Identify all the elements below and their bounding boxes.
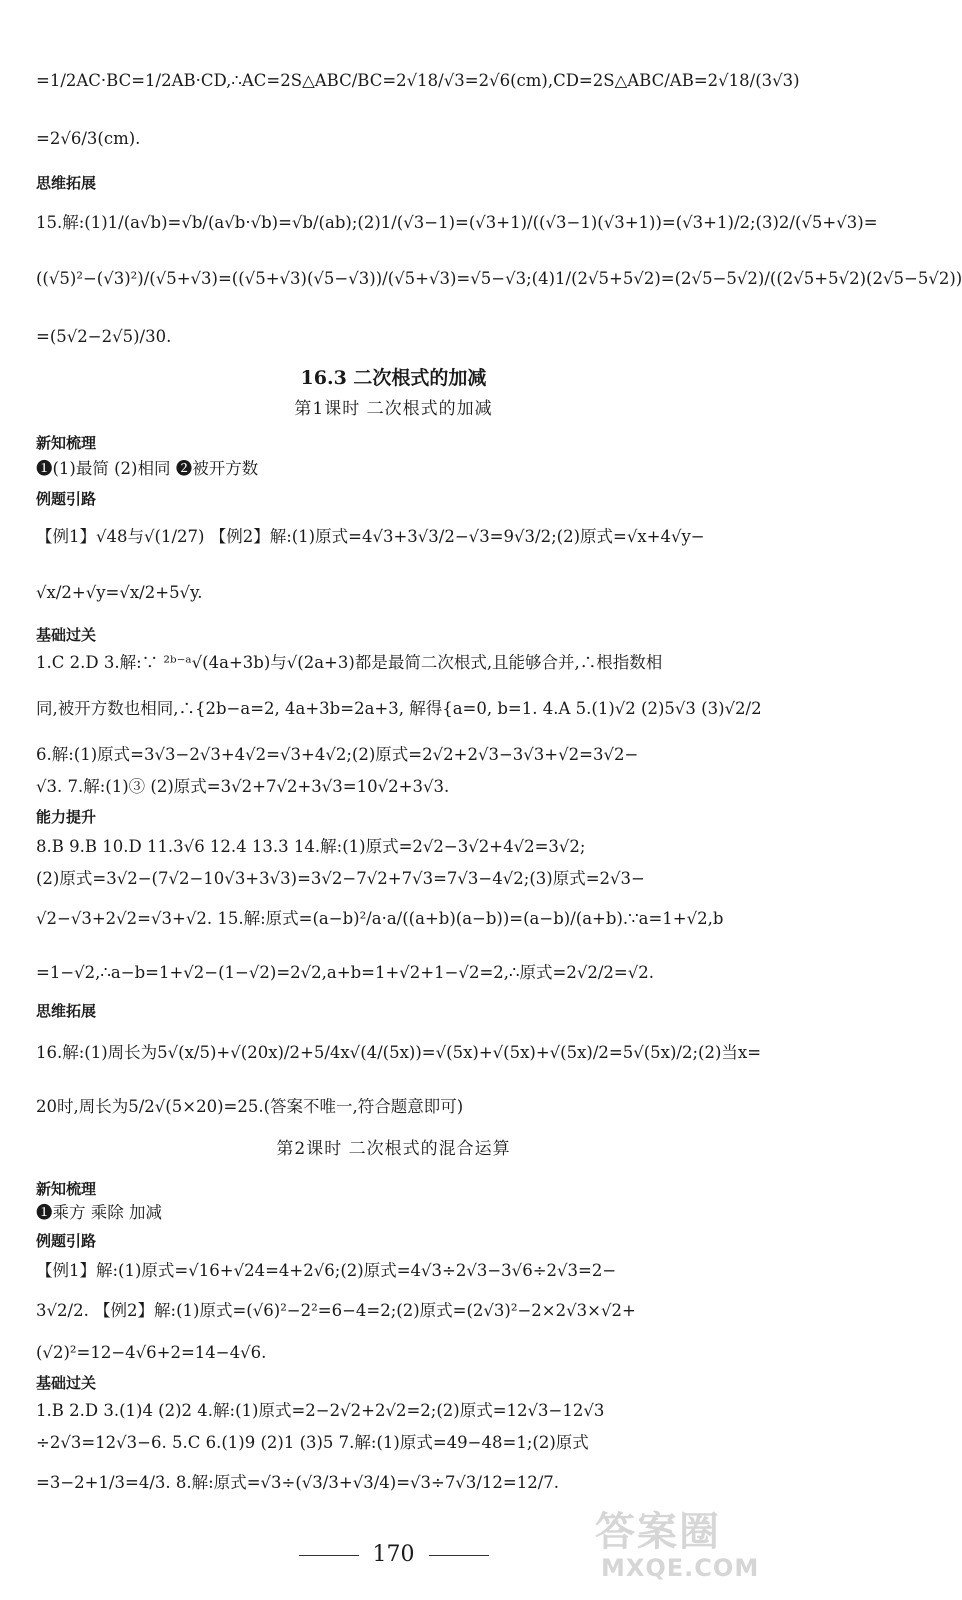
answer-line: ÷2√3=12√3−6. 5.C 6.(1)9 (2)1 (3)5 7.解:(1)原式=49−48=1;(2)原式	[36, 1433, 589, 1452]
answer-line: 同,被开方数也相同,∴{2b−a=2, 4a+3b=2a+3, 解得{a=0, b=1. 4.A 5.(1)√2 (2)5√3 (3)√2/2	[36, 699, 762, 718]
section-heading-examples: 例题引路	[36, 1232, 97, 1250]
page-number-dash-right	[429, 1555, 489, 1556]
page-number-value: 170	[372, 1542, 415, 1567]
answer-line: =(5√2−2√5)/30.	[36, 327, 172, 346]
answer-line: =3−2+1/3=4/3. 8.解:原式=√3÷(√3/3+√3/4)=√3÷7√3/12=12/7.	[36, 1473, 560, 1492]
answer-line: 【例1】解:(1)原式=√16+√24=4+2√6;(2)原式=4√3÷2√3−3√6÷2√3=2−	[36, 1261, 617, 1280]
answer-line: =1/2AC·BC=1/2AB·CD,∴AC=2S△ABC/BC=2√18/√3=2√6(cm),CD=2S△ABC/AB=2√18/(3√3)	[36, 71, 800, 90]
section-heading-new-knowledge: 新知梳理	[36, 1180, 97, 1198]
answer-line: 16.解:(1)周长为5√(x/5)+√(20x)/2+5/4x√(4/(5x))=√(5x)+√(5x)+√(5x)/2=5√(5x)/2;(2)当x=	[36, 1043, 762, 1062]
answer-line: 1.C 2.D 3.解:∵ ²ᵇ⁻ᵃ√(4a+3b)与√(2a+3)都是最简二次根式,且能够合并,∴根指数相	[36, 653, 663, 672]
answer-line: ❶(1)最简 (2)相同 ❷被开方数	[36, 459, 259, 478]
section-heading-thinking: 思维拓展	[36, 1002, 97, 1020]
page-number-dash-left	[299, 1555, 359, 1556]
answer-line: 【例1】√48与√(1/27) 【例2】解:(1)原式=4√3+3√3/2−√3=9√3/2;(2)原式=√x+4√y−	[36, 527, 705, 546]
section-heading-ability: 能力提升	[36, 808, 97, 826]
answer-line: ((√5)²−(√3)²)/(√5+√3)=((√5+√3)(√5−√3))/(√5+√3)=√5−√3;(4)1/(2√5+5√2)=(2√5−5√2)/((2√5+5√2)(2√5−5√2))	[36, 269, 962, 288]
answer-line: =1−√2,∴a−b=1+√2−(1−√2)=2√2,a+b=1+√2+1−√2=2,∴原式=2√2/2=√2.	[36, 963, 654, 982]
section-heading-basic: 基础过关	[36, 1374, 97, 1392]
watermark-logo-text: 答案圈	[595, 1509, 721, 1555]
answer-line: √3. 7.解:(1)③ (2)原式=3√2+7√2+3√3=10√2+3√3.	[36, 777, 450, 796]
answer-line: ❶乘方 乘除 加减	[36, 1203, 162, 1222]
answer-line: (2)原式=3√2−(7√2−10√3+3√3)=3√2−7√2+7√3=7√3−4√2;(3)原式=2√3−	[36, 869, 645, 888]
answer-line: (√2)²=12−4√6+2=14−4√6.	[36, 1343, 267, 1362]
lesson-title: 第1课时 二次根式的加减	[294, 399, 493, 419]
answer-line: =2√6/3(cm).	[36, 129, 141, 148]
answer-line: √2−√3+2√2=√3+√2. 15.解:原式=(a−b)²/a·a/((a+b)(a−b))=(a−b)/(a+b).∵a=1+√2,b	[36, 909, 724, 928]
section-heading-new-knowledge: 新知梳理	[36, 434, 97, 452]
answer-line: 15.解:(1)1/(a√b)=√b/(a√b·√b)=√b/(ab);(2)1/(√3−1)=(√3+1)/((√3−1)(√3+1))=(√3+1)/2;(3)2/(√5+√3)=	[36, 213, 878, 232]
answer-line: 3√2/2. 【例2】解:(1)原式=(√6)²−2²=6−4=2;(2)原式=(2√3)²−2×2√3×√2+	[36, 1301, 636, 1320]
answer-line: 20时,周长为5/2√(5×20)=25.(答案不唯一,符合题意即可)	[36, 1097, 464, 1116]
answer-line: 1.B 2.D 3.(1)4 (2)2 4.解:(1)原式=2−2√2+2√2=2;(2)原式=12√3−12√3	[36, 1401, 605, 1420]
section-heading-basic: 基础过关	[36, 626, 97, 644]
lesson-title: 第2课时 二次根式的混合运算	[276, 1139, 511, 1159]
section-title: 16.3 二次根式的加减	[300, 367, 487, 389]
answer-line: √x/2+√y=√x/2+5√y.	[36, 583, 203, 602]
section-heading-examples: 例题引路	[36, 490, 97, 508]
watermark-logo	[595, 1500, 765, 1592]
answer-line: 8.B 9.B 10.D 11.3√6 12.4 13.3 14.解:(1)原式=2√2−3√2+4√2=3√2;	[36, 837, 586, 856]
section-heading-thinking: 思维拓展	[36, 174, 97, 192]
answer-line: 6.解:(1)原式=3√3−2√3+4√2=√3+4√2;(2)原式=2√2+2√3−3√3+√2=3√2−	[36, 745, 639, 764]
watermark-logo-url: MXQE.COM	[601, 1554, 760, 1582]
